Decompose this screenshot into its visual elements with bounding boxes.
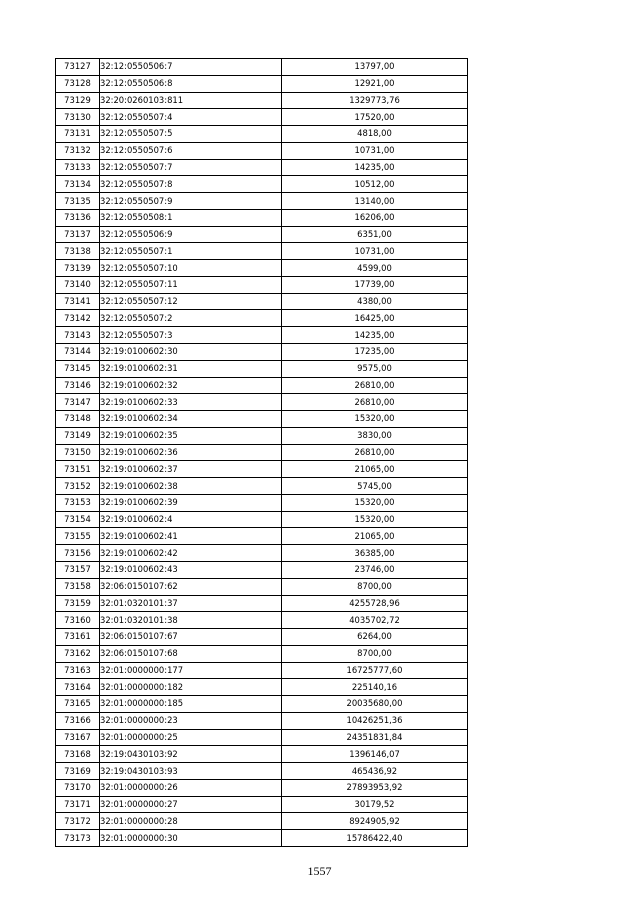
cadastral-number-cell: 32:19:0100602:42 bbox=[100, 545, 282, 562]
row-number-cell: 73167 bbox=[56, 729, 100, 746]
row-number-cell: 73156 bbox=[56, 545, 100, 562]
row-number-cell: 73154 bbox=[56, 511, 100, 528]
cadastral-value-cell: 15320,00 bbox=[282, 411, 468, 428]
table-row bbox=[56, 59, 468, 76]
table-row bbox=[56, 310, 468, 327]
cadastral-value-cell: 8924905,92 bbox=[282, 813, 468, 830]
table-row bbox=[56, 612, 468, 629]
cadastral-value-cell: 26810,00 bbox=[282, 394, 468, 411]
table-row bbox=[56, 679, 468, 696]
table-row bbox=[56, 511, 468, 528]
cadastral-value-cell: 14235,00 bbox=[282, 327, 468, 344]
cadastral-number-cell: 32:12:0550507:7 bbox=[100, 159, 282, 176]
cadastral-number-cell: 32:06:0150107:67 bbox=[100, 629, 282, 646]
cadastral-value-cell: 21065,00 bbox=[282, 528, 468, 545]
cadastral-value-cell: 17235,00 bbox=[282, 344, 468, 361]
row-number-cell: 73131 bbox=[56, 126, 100, 143]
cadastral-value-cell: 14235,00 bbox=[282, 159, 468, 176]
cadastral-number-cell: 32:01:0000000:25 bbox=[100, 729, 282, 746]
table-body bbox=[56, 59, 468, 847]
cadastral-value-cell: 17520,00 bbox=[282, 109, 468, 126]
table-row bbox=[56, 427, 468, 444]
cadastral-number-cell: 32:01:0000000:30 bbox=[100, 830, 282, 847]
cadastral-value-cell: 20035680,00 bbox=[282, 696, 468, 713]
row-number-cell: 73130 bbox=[56, 109, 100, 126]
table-row bbox=[56, 360, 468, 377]
cadastral-value-cell: 27893953,92 bbox=[282, 779, 468, 796]
cadastral-value-cell: 26810,00 bbox=[282, 377, 468, 394]
row-number-cell: 73141 bbox=[56, 293, 100, 310]
cadastral-value-cell: 16725777,60 bbox=[282, 662, 468, 679]
row-number-cell: 73162 bbox=[56, 645, 100, 662]
row-number-cell: 73140 bbox=[56, 276, 100, 293]
cadastral-number-cell: 32:01:0320101:37 bbox=[100, 595, 282, 612]
cadastral-number-cell: 32:19:0430103:92 bbox=[100, 746, 282, 763]
cadastral-value-cell: 16425,00 bbox=[282, 310, 468, 327]
table-row bbox=[56, 109, 468, 126]
table-row bbox=[56, 830, 468, 847]
cadastral-number-cell: 32:19:0100602:41 bbox=[100, 528, 282, 545]
cadastral-value-cell: 8700,00 bbox=[282, 645, 468, 662]
cadastral-value-cell: 36385,00 bbox=[282, 545, 468, 562]
table-row bbox=[56, 394, 468, 411]
cadastral-number-cell: 32:12:0550506:9 bbox=[100, 226, 282, 243]
cadastral-number-cell: 32:12:0550507:2 bbox=[100, 310, 282, 327]
cadastral-number-cell: 32:06:0150107:68 bbox=[100, 645, 282, 662]
table-row bbox=[56, 126, 468, 143]
cadastral-number-cell: 32:12:0550507:10 bbox=[100, 260, 282, 277]
cadastral-number-cell: 32:12:0550507:5 bbox=[100, 126, 282, 143]
cadastral-number-cell: 32:19:0100602:4 bbox=[100, 511, 282, 528]
row-number-cell: 73168 bbox=[56, 746, 100, 763]
cadastral-number-cell: 32:19:0100602:38 bbox=[100, 478, 282, 495]
table-row bbox=[56, 243, 468, 260]
table-row bbox=[56, 561, 468, 578]
row-number-cell: 73149 bbox=[56, 427, 100, 444]
cadastral-value-cell: 3830,00 bbox=[282, 427, 468, 444]
table-row bbox=[56, 578, 468, 595]
cadastral-number-cell: 32:12:0550507:8 bbox=[100, 176, 282, 193]
cadastral-number-cell: 32:01:0000000:27 bbox=[100, 796, 282, 813]
table-row bbox=[56, 75, 468, 92]
row-number-cell: 73139 bbox=[56, 260, 100, 277]
row-number-cell: 73142 bbox=[56, 310, 100, 327]
cadastral-number-cell: 32:12:0550507:12 bbox=[100, 293, 282, 310]
cadastral-number-cell: 32:19:0100602:43 bbox=[100, 561, 282, 578]
table-row bbox=[56, 193, 468, 210]
table-row bbox=[56, 729, 468, 746]
cadastral-number-cell: 32:12:0550507:11 bbox=[100, 276, 282, 293]
cadastral-number-cell: 32:12:0550506:8 bbox=[100, 75, 282, 92]
row-number-cell: 73145 bbox=[56, 360, 100, 377]
row-number-cell: 73148 bbox=[56, 411, 100, 428]
row-number-cell: 73153 bbox=[56, 494, 100, 511]
row-number-cell: 73152 bbox=[56, 478, 100, 495]
row-number-cell: 73137 bbox=[56, 226, 100, 243]
cadastral-number-cell: 32:19:0100602:36 bbox=[100, 444, 282, 461]
table-row bbox=[56, 712, 468, 729]
table-row bbox=[56, 478, 468, 495]
cadastral-value-cell: 9575,00 bbox=[282, 360, 468, 377]
row-number-cell: 73169 bbox=[56, 763, 100, 780]
row-number-cell: 73146 bbox=[56, 377, 100, 394]
cadastral-number-cell: 32:19:0100602:37 bbox=[100, 461, 282, 478]
cadastral-value-cell: 15320,00 bbox=[282, 494, 468, 511]
cadastral-value-cell: 6351,00 bbox=[282, 226, 468, 243]
row-number-cell: 73173 bbox=[56, 830, 100, 847]
table-row bbox=[56, 276, 468, 293]
cadastral-value-table bbox=[55, 58, 468, 847]
cadastral-number-cell: 32:01:0000000:182 bbox=[100, 679, 282, 696]
row-number-cell: 73172 bbox=[56, 813, 100, 830]
table-row bbox=[56, 629, 468, 646]
cadastral-value-cell: 16206,00 bbox=[282, 209, 468, 226]
row-number-cell: 73159 bbox=[56, 595, 100, 612]
row-number-cell: 73158 bbox=[56, 578, 100, 595]
cadastral-value-cell: 10731,00 bbox=[282, 142, 468, 159]
row-number-cell: 73127 bbox=[56, 59, 100, 76]
cadastral-number-cell: 32:19:0100602:35 bbox=[100, 427, 282, 444]
row-number-cell: 73166 bbox=[56, 712, 100, 729]
cadastral-value-cell: 26810,00 bbox=[282, 444, 468, 461]
cadastral-number-cell: 32:19:0100602:32 bbox=[100, 377, 282, 394]
cadastral-value-cell: 10731,00 bbox=[282, 243, 468, 260]
table-row bbox=[56, 461, 468, 478]
table-row bbox=[56, 260, 468, 277]
cadastral-number-cell: 32:01:0000000:185 bbox=[100, 696, 282, 713]
cadastral-value-cell: 12921,00 bbox=[282, 75, 468, 92]
table-row bbox=[56, 92, 468, 109]
cadastral-number-cell: 32:12:0550507:9 bbox=[100, 193, 282, 210]
cadastral-value-cell: 21065,00 bbox=[282, 461, 468, 478]
cadastral-value-cell: 4818,00 bbox=[282, 126, 468, 143]
row-number-cell: 73157 bbox=[56, 561, 100, 578]
cadastral-value-cell: 10512,00 bbox=[282, 176, 468, 193]
cadastral-number-cell: 32:06:0150107:62 bbox=[100, 578, 282, 595]
table-row bbox=[56, 796, 468, 813]
cadastral-number-cell: 32:12:0550507:3 bbox=[100, 327, 282, 344]
cadastral-value-cell: 6264,00 bbox=[282, 629, 468, 646]
row-number-cell: 73160 bbox=[56, 612, 100, 629]
cadastral-number-cell: 32:01:0000000:28 bbox=[100, 813, 282, 830]
row-number-cell: 73144 bbox=[56, 344, 100, 361]
table-row bbox=[56, 545, 468, 562]
row-number-cell: 73171 bbox=[56, 796, 100, 813]
row-number-cell: 73151 bbox=[56, 461, 100, 478]
cadastral-value-cell: 1396146,07 bbox=[282, 746, 468, 763]
table-row bbox=[56, 763, 468, 780]
table-row bbox=[56, 377, 468, 394]
cadastral-value-cell: 1329773,76 bbox=[282, 92, 468, 109]
cadastral-number-cell: 32:19:0100602:31 bbox=[100, 360, 282, 377]
cadastral-number-cell: 32:01:0320101:38 bbox=[100, 612, 282, 629]
cadastral-number-cell: 32:19:0100602:39 bbox=[100, 494, 282, 511]
row-number-cell: 73163 bbox=[56, 662, 100, 679]
table-row bbox=[56, 779, 468, 796]
cadastral-number-cell: 32:20:0260103:811 bbox=[100, 92, 282, 109]
cadastral-value-cell: 4380,00 bbox=[282, 293, 468, 310]
table-row bbox=[56, 159, 468, 176]
row-number-cell: 73143 bbox=[56, 327, 100, 344]
cadastral-number-cell: 32:19:0100602:33 bbox=[100, 394, 282, 411]
cadastral-number-cell: 32:19:0430103:93 bbox=[100, 763, 282, 780]
table-row bbox=[56, 226, 468, 243]
table-row bbox=[56, 645, 468, 662]
cadastral-number-cell: 32:19:0100602:34 bbox=[100, 411, 282, 428]
cadastral-value-cell: 13797,00 bbox=[282, 59, 468, 76]
cadastral-value-cell: 13140,00 bbox=[282, 193, 468, 210]
row-number-cell: 73165 bbox=[56, 696, 100, 713]
row-number-cell: 73170 bbox=[56, 779, 100, 796]
cadastral-number-cell: 32:01:0000000:23 bbox=[100, 712, 282, 729]
table-row bbox=[56, 494, 468, 511]
cadastral-value-cell: 10426251,36 bbox=[282, 712, 468, 729]
cadastral-number-cell: 32:12:0550507:4 bbox=[100, 109, 282, 126]
cadastral-value-cell: 23746,00 bbox=[282, 561, 468, 578]
cadastral-value-cell: 465436,92 bbox=[282, 763, 468, 780]
table-row bbox=[56, 209, 468, 226]
row-number-cell: 73134 bbox=[56, 176, 100, 193]
cadastral-value-cell: 30179,52 bbox=[282, 796, 468, 813]
cadastral-value-cell: 15786422,40 bbox=[282, 830, 468, 847]
table-row bbox=[56, 662, 468, 679]
table-row bbox=[56, 176, 468, 193]
table-row bbox=[56, 344, 468, 361]
table-row bbox=[56, 327, 468, 344]
cadastral-number-cell: 32:12:0550508:1 bbox=[100, 209, 282, 226]
cadastral-value-cell: 8700,00 bbox=[282, 578, 468, 595]
cadastral-value-cell: 17739,00 bbox=[282, 276, 468, 293]
row-number-cell: 73164 bbox=[56, 679, 100, 696]
table-row bbox=[56, 528, 468, 545]
row-number-cell: 73132 bbox=[56, 142, 100, 159]
row-number-cell: 73128 bbox=[56, 75, 100, 92]
table-row bbox=[56, 142, 468, 159]
cadastral-value-cell: 5745,00 bbox=[282, 478, 468, 495]
cadastral-value-cell: 225140,16 bbox=[282, 679, 468, 696]
table-row bbox=[56, 746, 468, 763]
page-number: 1557 bbox=[307, 864, 332, 878]
row-number-cell: 73147 bbox=[56, 394, 100, 411]
row-number-cell: 73161 bbox=[56, 629, 100, 646]
row-number-cell: 73136 bbox=[56, 209, 100, 226]
cadastral-value-cell: 24351831,84 bbox=[282, 729, 468, 746]
cadastral-number-cell: 32:12:0550507:1 bbox=[100, 243, 282, 260]
table-row bbox=[56, 411, 468, 428]
table-row bbox=[56, 444, 468, 461]
row-number-cell: 73129 bbox=[56, 92, 100, 109]
cadastral-number-cell: 32:12:0550506:7 bbox=[100, 59, 282, 76]
table-row bbox=[56, 595, 468, 612]
table-row bbox=[56, 293, 468, 310]
row-number-cell: 73155 bbox=[56, 528, 100, 545]
cadastral-number-cell: 32:12:0550507:6 bbox=[100, 142, 282, 159]
cadastral-value-cell: 15320,00 bbox=[282, 511, 468, 528]
row-number-cell: 73138 bbox=[56, 243, 100, 260]
cadastral-number-cell: 32:19:0100602:30 bbox=[100, 344, 282, 361]
cadastral-value-cell: 4599,00 bbox=[282, 260, 468, 277]
table-row bbox=[56, 813, 468, 830]
cadastral-number-cell: 32:01:0000000:26 bbox=[100, 779, 282, 796]
row-number-cell: 73133 bbox=[56, 159, 100, 176]
cadastral-number-cell: 32:01:0000000:177 bbox=[100, 662, 282, 679]
cadastral-value-cell: 4255728,96 bbox=[282, 595, 468, 612]
row-number-cell: 73150 bbox=[56, 444, 100, 461]
cadastral-value-cell: 4035702,72 bbox=[282, 612, 468, 629]
table-row bbox=[56, 696, 468, 713]
row-number-cell: 73135 bbox=[56, 193, 100, 210]
